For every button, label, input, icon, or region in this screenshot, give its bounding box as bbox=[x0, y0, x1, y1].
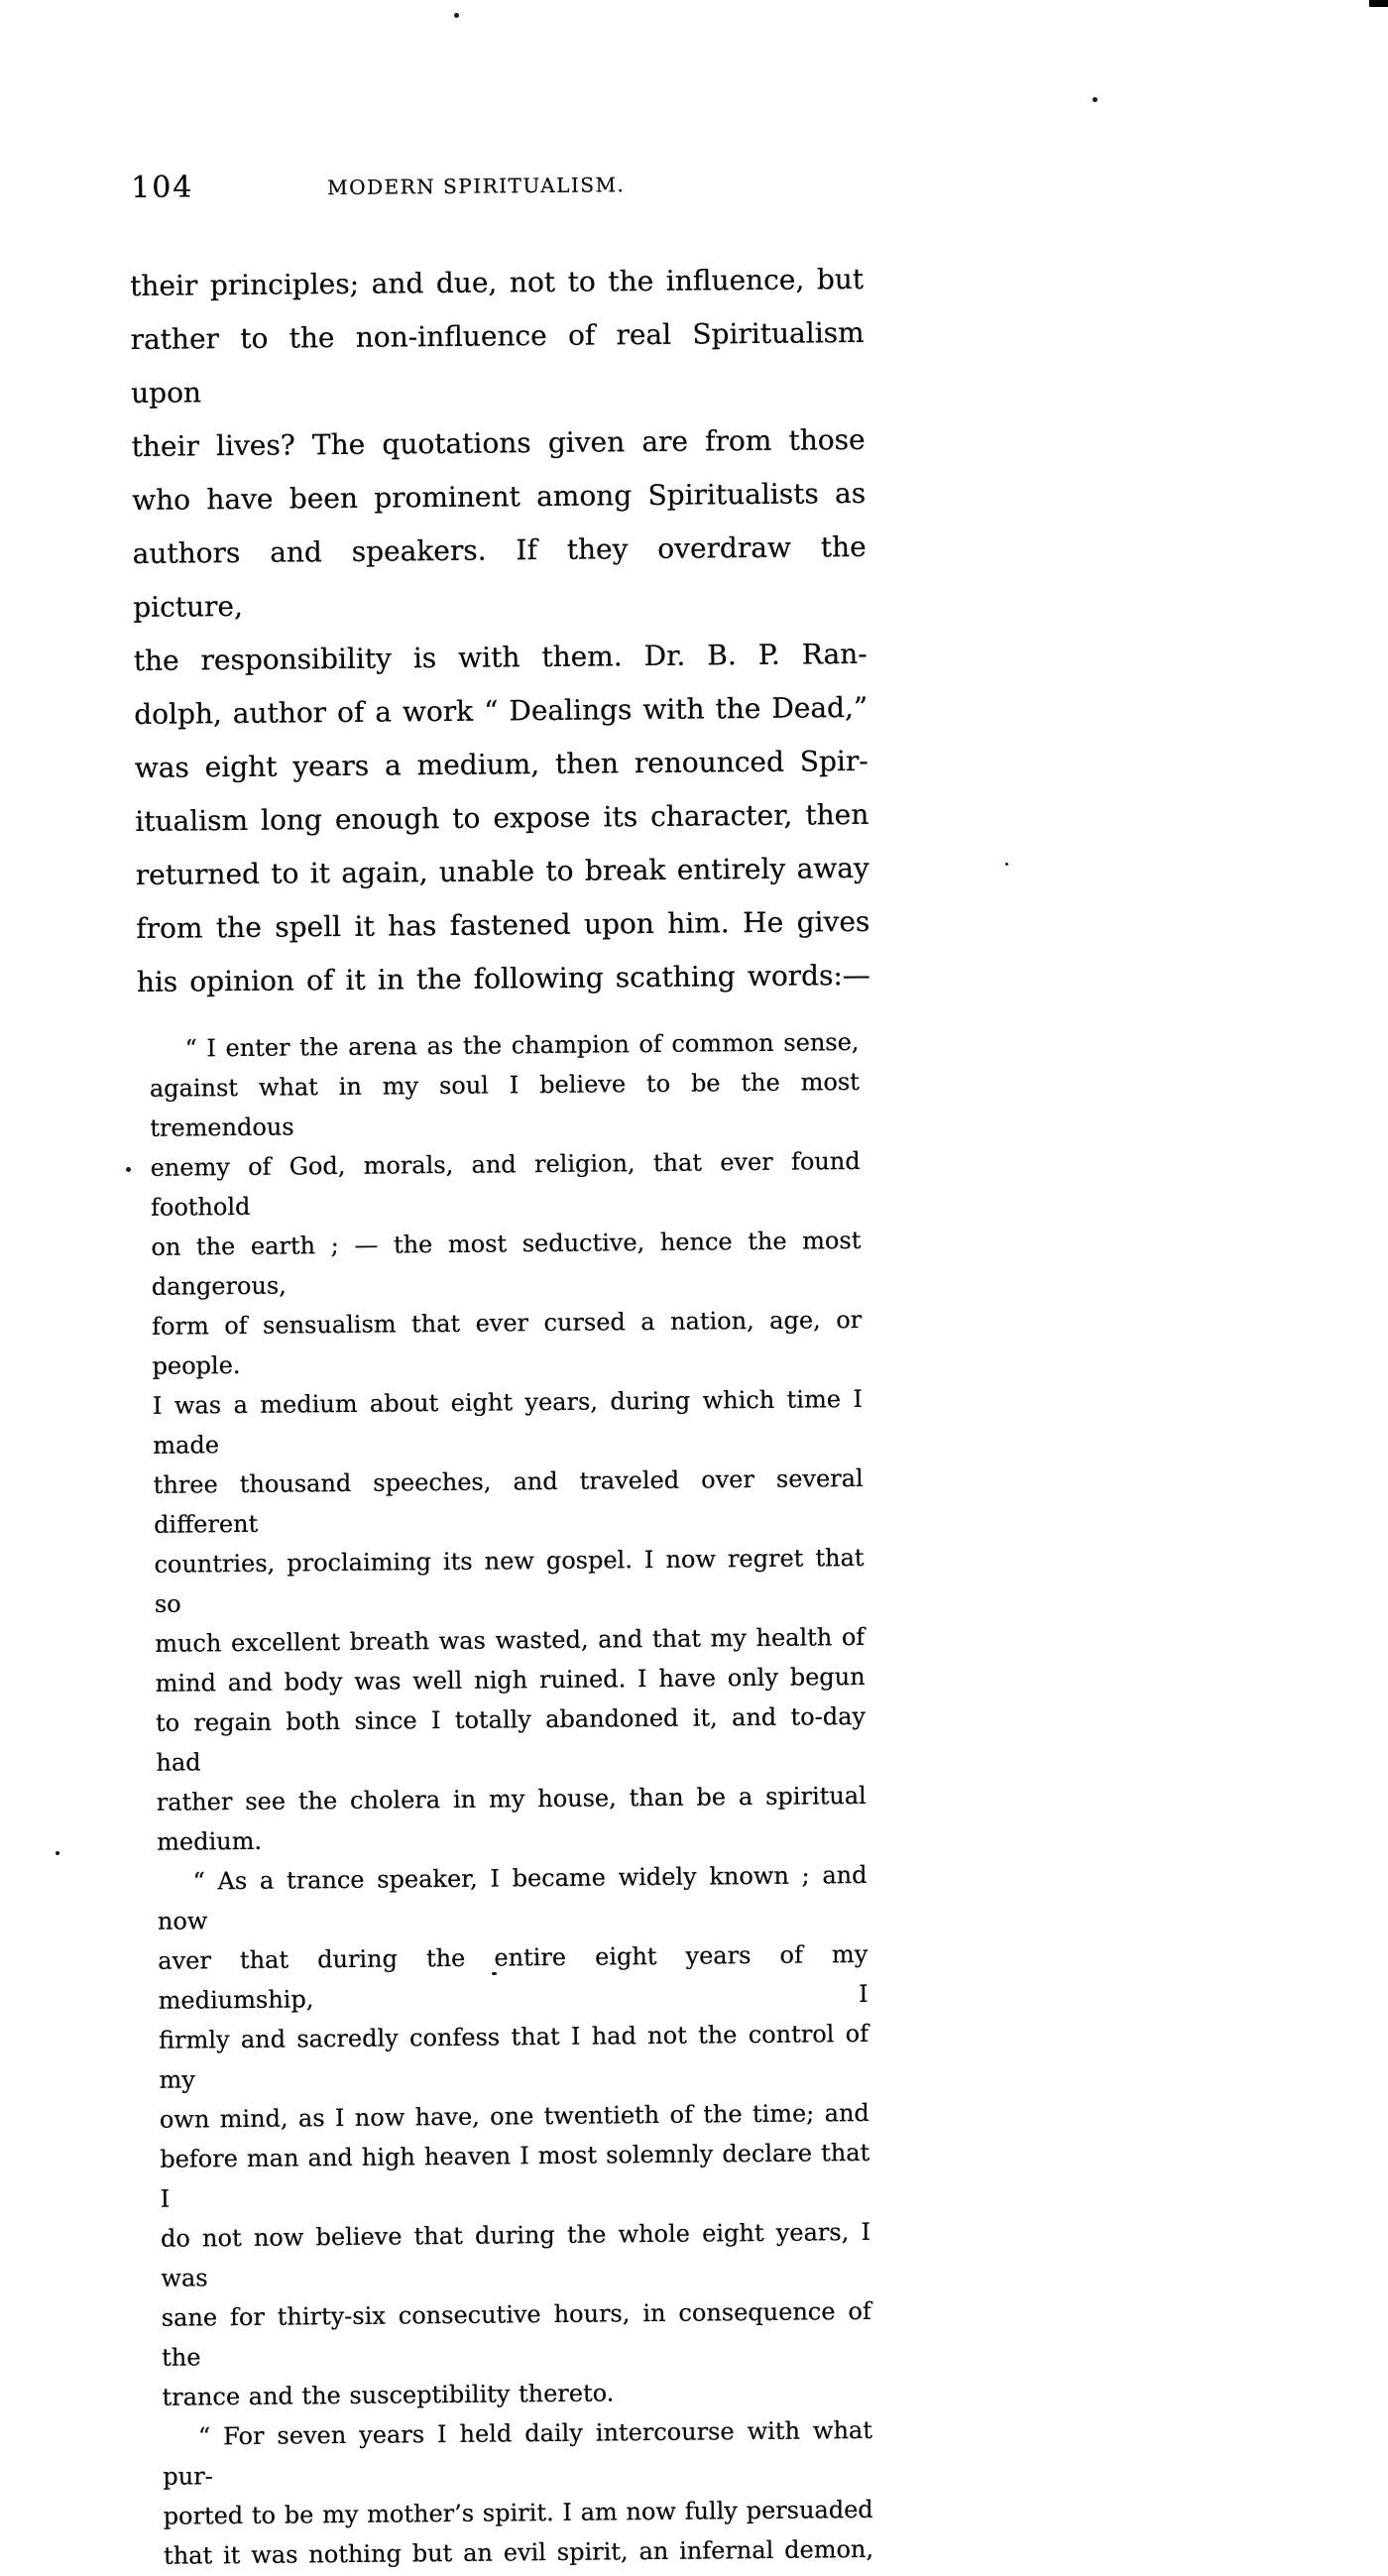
text-line: before man and high heaven I most solemnly declare that I bbox=[160, 2138, 870, 2213]
text-line: from the spell it has fastened upon him. He gives bbox=[136, 904, 870, 945]
text-line: their lives? The quotations given are from those bbox=[131, 422, 866, 463]
text-line: against what in my soul I believe to be the most tremendous bbox=[149, 1067, 860, 1142]
block-quote bbox=[149, 1022, 873, 2576]
text-line: trance and the susceptibility thereto. bbox=[162, 2379, 615, 2411]
text-line: their principles; and due, not to the influence, but bbox=[129, 262, 865, 302]
body-paragraph bbox=[130, 253, 870, 1009]
scan-speck bbox=[1005, 863, 1008, 866]
text-line: sane for thirty-six consecutive hours, in consequence of the bbox=[161, 2296, 871, 2372]
text-line: dolph, author of a work “ Dealings with the Dead,” bbox=[134, 690, 868, 731]
text-line: do not now believe that during the whole eight years, I was bbox=[160, 2217, 871, 2292]
text-line: rather see the cholera in my house, than be a spiritual bbox=[156, 1781, 867, 1816]
text-line: own mind, as I now have, one twentieth of the time; and bbox=[159, 2098, 869, 2134]
text-line: mind and body was well nigh ruined. I have only begun bbox=[155, 1662, 866, 1698]
running-title: MODERN SPIRITUALISM. bbox=[327, 173, 626, 200]
quote-paragraph bbox=[149, 1022, 867, 1862]
text-line: who have been prominent among Spiritualists as bbox=[132, 476, 867, 517]
text-line: to regain both since I totally abandoned it, and to-day had bbox=[155, 1701, 867, 1777]
text-line: much excellent breath was wasted, and that my health of bbox=[155, 1622, 866, 1658]
scan-corner-mark bbox=[1369, 0, 1388, 7]
quote-paragraph bbox=[163, 2410, 874, 2576]
scan-speck bbox=[1093, 97, 1098, 102]
text-line: firmly and sacredly confess that I had not the control of my bbox=[158, 2019, 869, 2094]
scan-speck bbox=[454, 13, 459, 18]
text-line: countries, proclaiming its new gospel. I now regret that so bbox=[154, 1543, 865, 1618]
text-line: itualism long enough to expose its character, then bbox=[135, 797, 869, 838]
text-line: form of sensualism that ever cursed a nation, age, or people. bbox=[152, 1305, 863, 1380]
text-line: authors and speakers. If they overdraw the picture, bbox=[132, 529, 867, 624]
text-line: medium. bbox=[157, 1826, 263, 1856]
text-line: on the earth ; — the most seductive, hence the most dangerous, bbox=[151, 1226, 862, 1301]
text-line: the responsibility is with them. Dr. B. P. Ran- bbox=[133, 637, 868, 677]
text-line: “ For seven years I held daily intercourse with what pur- bbox=[163, 2415, 873, 2491]
scan-speck bbox=[126, 1167, 131, 1172]
page-content bbox=[129, 164, 885, 2576]
text-line: “ As a trance speaker, I became widely known ; and now bbox=[157, 1860, 868, 1935]
text-line: ported to be my mother’s spirit. I am now fully persuaded bbox=[163, 2495, 873, 2530]
text-line: I was a medium about eight years, during which time I made bbox=[152, 1384, 864, 1460]
quote-paragraph bbox=[157, 1855, 871, 2417]
text-line: his opinion of it in the following scathing words:— bbox=[136, 958, 870, 998]
text-line: returned to it again, unable to break entirely away bbox=[135, 851, 869, 891]
page-number: 104 bbox=[130, 170, 194, 205]
scan-speck bbox=[56, 1851, 59, 1855]
text-line: aver that during the entire eight years of my mediumship, I bbox=[158, 1939, 868, 2015]
text-line: “ I enter the arena as the champion of common sense, bbox=[184, 1027, 860, 1063]
text-line: rather to the non-influence of real Spiritualism upon bbox=[130, 315, 865, 410]
text-line: that it was nothing but an evil spirit, an infernal demon, bbox=[163, 2534, 874, 2570]
page-header bbox=[129, 164, 863, 216]
text-line: was eight years a medium, then renounced Spir- bbox=[134, 744, 868, 784]
text-line: three thousand speeches, and traveled over several different bbox=[153, 1464, 864, 1539]
text-line: enemy of God, morals, and religion, that ever found foothold bbox=[150, 1146, 861, 1222]
